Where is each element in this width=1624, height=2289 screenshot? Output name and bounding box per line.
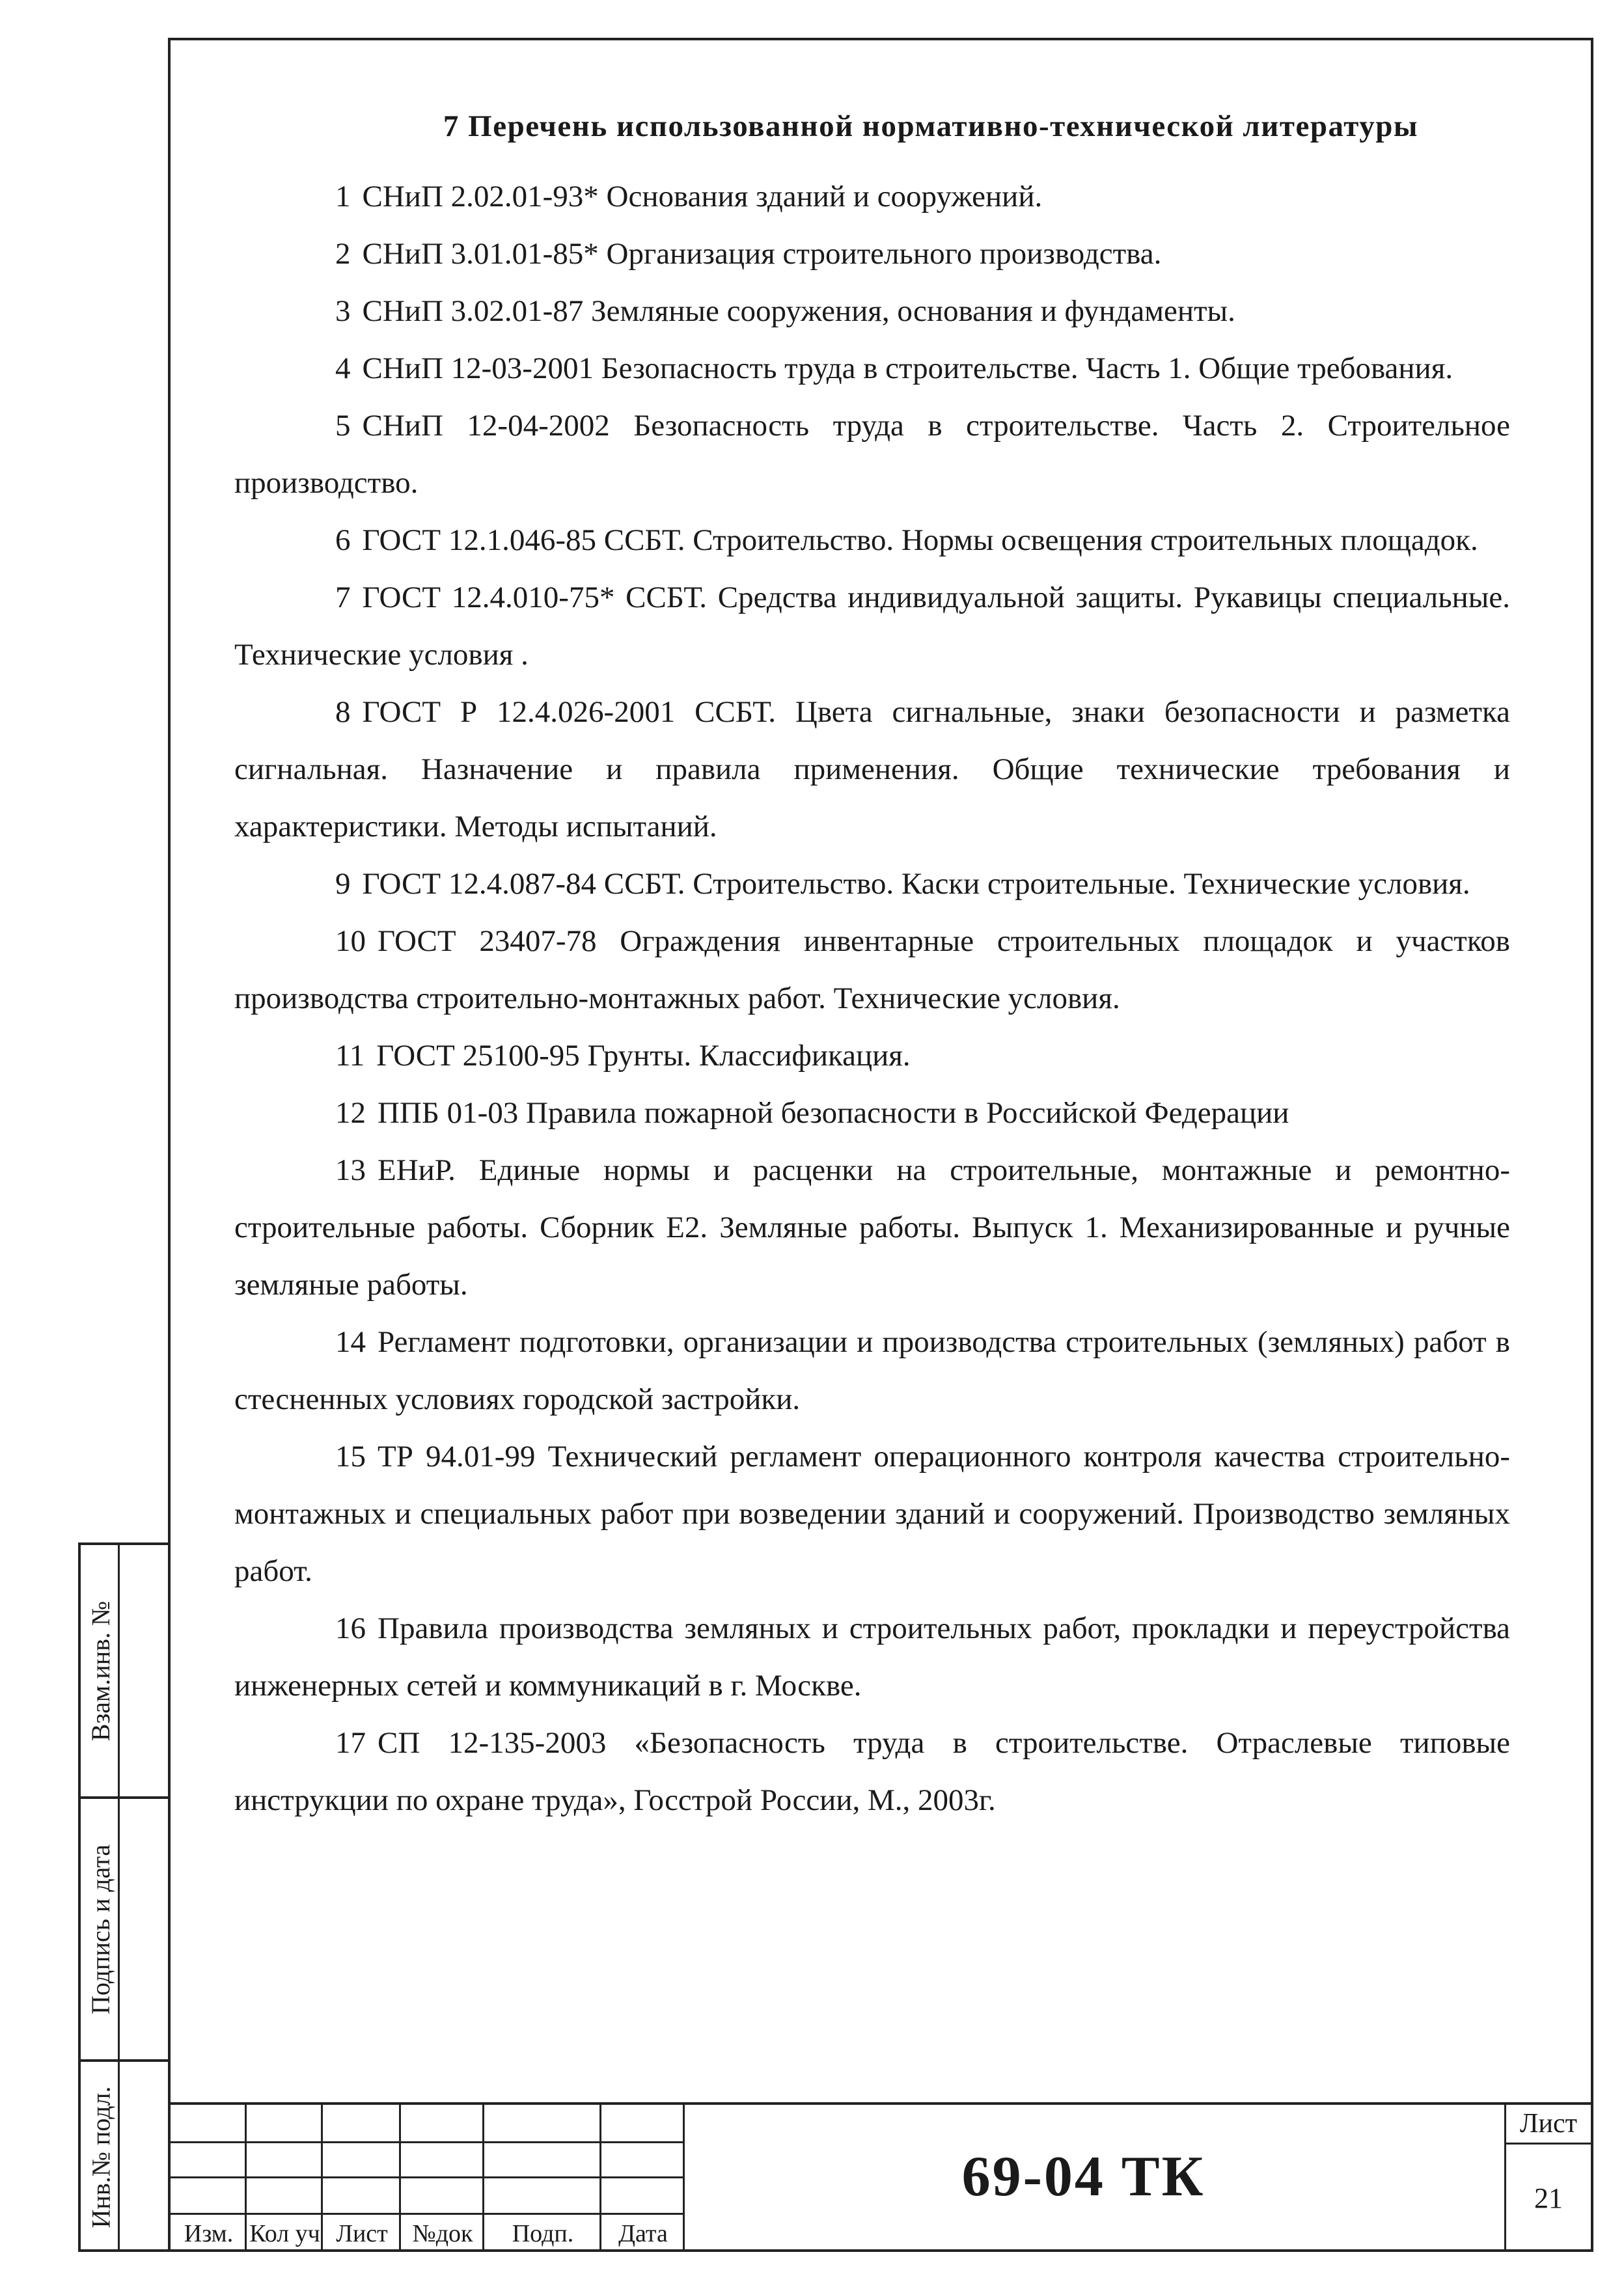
- reference-number: 9: [335, 867, 351, 901]
- inv-label: Инв.№ подл.: [86, 2086, 116, 2228]
- reference-text: ГОСТ 25100-95 Грунты. Классификация.: [376, 1039, 911, 1073]
- podpis-label: Подпись и дата: [86, 1844, 116, 2014]
- reference-item: [234, 1600, 1510, 1714]
- header-ndok: №док: [412, 2220, 473, 2247]
- reference-number: 16: [335, 1611, 366, 1645]
- reference-number: 17: [335, 1726, 366, 1760]
- reference-list: [234, 168, 1510, 1829]
- reference-number: 11: [335, 1039, 365, 1073]
- section-title: 7 Перечень использованной нормативно-технической литературы: [443, 109, 1419, 143]
- reference-text: ЕНиР. Единые нормы и расценки на строительные, монтажные и ремонтно-строительные работы. Сборник Е2. Земляные работы. Выпуск 1. Механизированные и ручные земляные работы.: [234, 1153, 1510, 1302]
- reference-text: СНиП 3.02.01-87 Земляные сооружения, основания и фундаменты.: [362, 294, 1235, 328]
- podpis-label-box: [85, 1799, 117, 2059]
- reference-number: 10: [335, 924, 366, 958]
- reference-number: 13: [335, 1153, 366, 1187]
- reference-item: [234, 168, 1510, 225]
- reference-item: [234, 683, 1510, 855]
- header-data: Дата: [618, 2220, 668, 2247]
- inv-label-box: [85, 2062, 117, 2252]
- reference-number: 2: [335, 237, 351, 271]
- reference-text: Регламент подготовки, организации и производства строительных (земляных) работ в стесненных условиях городской застройки.: [234, 1325, 1510, 1416]
- reference-item: [234, 912, 1510, 1027]
- reference-item: [234, 225, 1510, 282]
- reference-item: [234, 1027, 1510, 1084]
- reference-item: [234, 1428, 1510, 1600]
- vzam-label: Взам.инв. №: [86, 1600, 116, 1741]
- reference-number: 12: [335, 1096, 366, 1130]
- reference-number: 1: [335, 180, 351, 213]
- reference-text: ГОСТ 12.1.046-85 ССБТ. Строительство. Нормы освещения строительных площадок.: [362, 523, 1478, 557]
- document-body: [234, 98, 1510, 1829]
- reference-text: ГОСТ Р 12.4.026-2001 ССБТ. Цвета сигнальные, знаки безопасности и разметка сигнальная. Назначение и правила применения. Общие технические требования и характеристики. Методы испытаний.: [234, 695, 1510, 843]
- reference-text: СНиП 12-03-2001 Безопасность труда в строительстве. Часть 1. Общие требования.: [362, 351, 1453, 385]
- reference-item: [234, 569, 1510, 683]
- header-izm: Изм.: [184, 2220, 234, 2247]
- reference-item: [234, 1313, 1510, 1428]
- reference-text: СНиП 2.02.01-93* Основания зданий и сооружений.: [362, 180, 1043, 213]
- header-podp: Подп.: [512, 2220, 574, 2247]
- document-code: 69-04 ТК: [961, 2145, 1205, 2208]
- reference-number: 3: [335, 294, 351, 328]
- header-list: Лист: [336, 2220, 388, 2247]
- vzam-label-box: [85, 1545, 117, 1796]
- reference-text: СП 12-135-2003 «Безопасность труда в строительстве. Отраслевые типовые инструкции по охране труда», Госстрой России, М., 2003г.: [234, 1726, 1510, 1817]
- reference-number: 6: [335, 523, 351, 557]
- reference-text: ГОСТ 12.4.010-75* ССБТ. Средства индивидуальной защиты. Рукавицы специальные. Технические условия .: [234, 581, 1510, 672]
- reference-item: [234, 855, 1510, 912]
- reference-item: [234, 1142, 1510, 1313]
- reference-text: ГОСТ 12.4.087-84 ССБТ. Строительство. Каски строительные. Технические условия.: [362, 867, 1470, 901]
- reference-number: 15: [335, 1440, 366, 1473]
- reference-number: 5: [335, 409, 351, 443]
- header-kolvo: Кол уч: [249, 2220, 320, 2247]
- reference-number: 4: [335, 351, 351, 385]
- side-stamp-strip: [78, 1542, 168, 2252]
- reference-item: [234, 397, 1510, 512]
- reference-number: 7: [335, 581, 351, 614]
- reference-text: ТР 94.01-99 Технический регламент операционного контроля качества строительно-монтажных и специальных работ при возведении зданий и сооружений. Производство земляных работ.: [234, 1440, 1510, 1588]
- reference-text: ГОСТ 23407-78 Ограждения инвентарные строительных площадок и участков производства строительно-монтажных работ. Технические условия.: [234, 924, 1510, 1015]
- reference-text: ППБ 01-03 Правила пожарной безопасности в Российской Федерации: [378, 1096, 1289, 1130]
- reference-item: [234, 512, 1510, 569]
- reference-text: СНиП 3.01.01-85* Организация строительного производства.: [362, 237, 1162, 271]
- reference-item: [234, 1714, 1510, 1829]
- reference-item: [234, 340, 1510, 397]
- title-block: [171, 2102, 1591, 2252]
- reference-item: [234, 1084, 1510, 1142]
- reference-item: [234, 282, 1510, 340]
- sheet-number: 21: [1534, 2182, 1563, 2214]
- reference-number: 14: [335, 1325, 366, 1359]
- reference-text: Правила производства земляных и строительных работ, прокладки и переустройства инженерных сетей и коммуникаций в г. Москве.: [234, 1611, 1510, 1703]
- reference-number: 8: [335, 695, 351, 729]
- sheet-label: Лист: [1520, 2109, 1577, 2139]
- reference-text: СНиП 12-04-2002 Безопасность труда в строительстве. Часть 2. Строительное производство.: [234, 409, 1510, 500]
